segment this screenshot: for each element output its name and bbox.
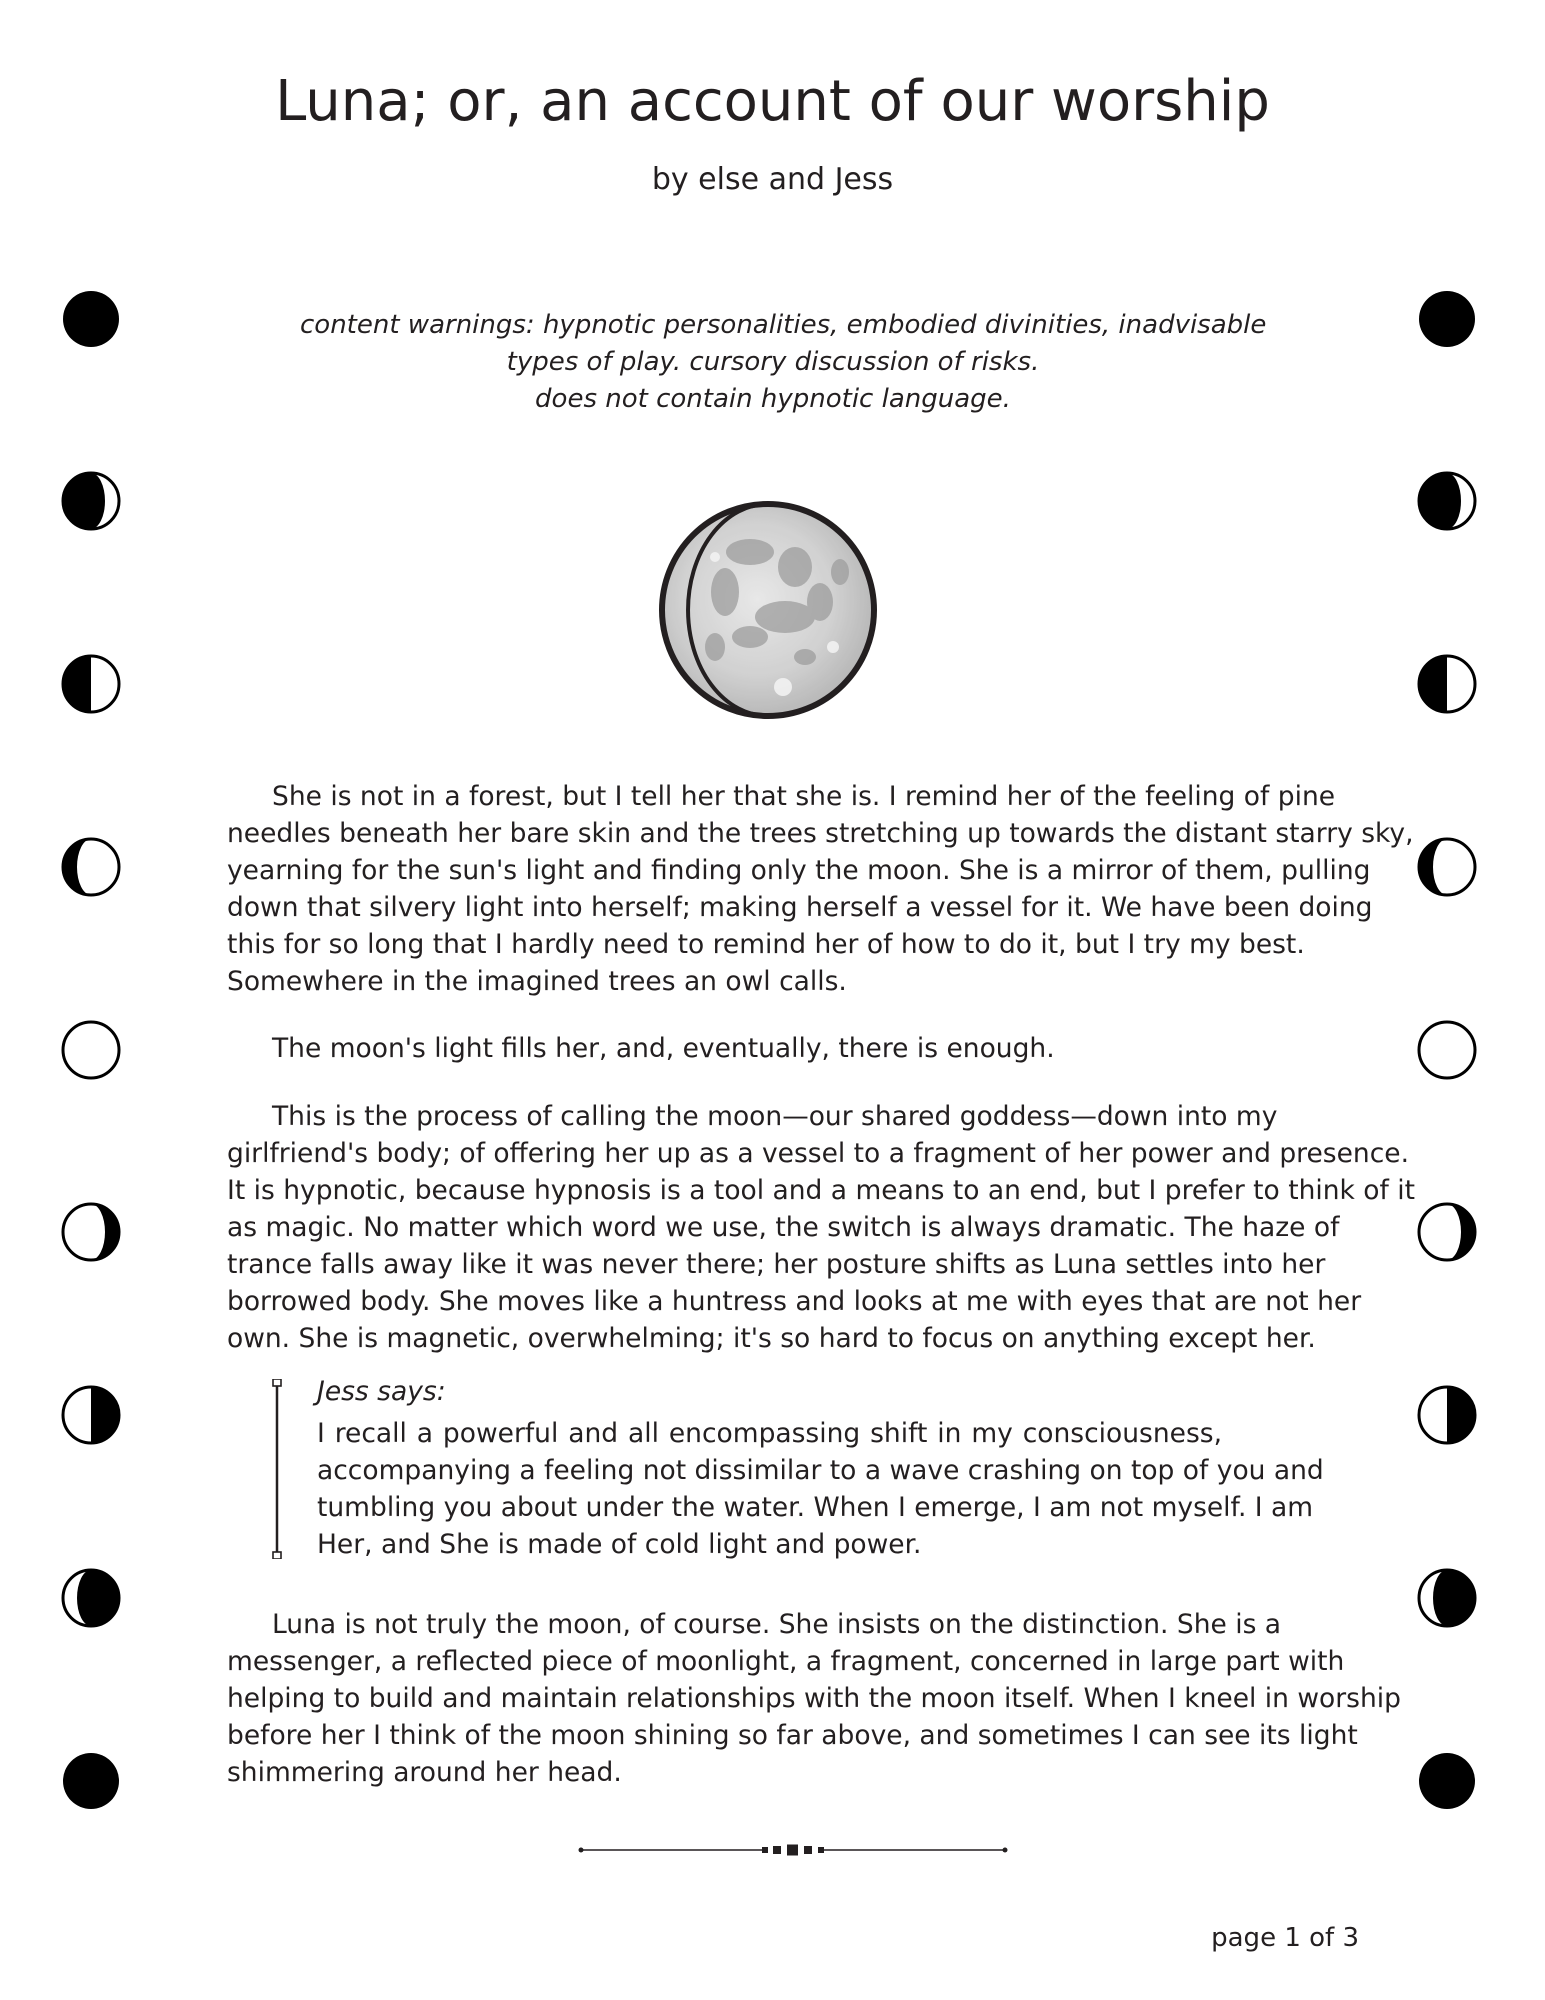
last-quarter-moon-icon <box>60 1384 122 1446</box>
moon-illustration-icon <box>655 497 881 723</box>
quote-line: accompanying a feeling not dissimilar to a wave crashing on top of you and <box>317 1455 1324 1486</box>
waxing-crescent-moon-icon <box>1416 470 1478 532</box>
quote-text <box>317 1415 1324 1563</box>
quote-line: I recall a powerful and all encompassing shift in my consciousness, <box>317 1418 1222 1449</box>
paragraph-line: Somewhere in the imagined trees an owl calls. <box>227 966 847 997</box>
quote-bar-icon <box>272 1379 282 1559</box>
quote-speaker: Jess says: <box>317 1376 446 1407</box>
section-divider-icon <box>578 1842 1008 1858</box>
paragraph-line: down that silvery light into herself; making herself a vessel for it. We have been doing <box>227 892 1373 923</box>
paragraph-line: girlfriend's body; of offering her up as a vessel to a fragment of her power and presence. <box>227 1138 1410 1169</box>
waxing-gibbous-moon-icon <box>60 836 122 898</box>
paragraph-line: own. She is magnetic, overwhelming; it's so hard to focus on anything except her. <box>227 1323 1316 1354</box>
first-quarter-moon-icon <box>1416 653 1478 715</box>
paragraph <box>227 778 1414 1000</box>
content-warnings <box>300 307 1267 418</box>
paragraph-line: as magic. No matter which word we use, the switch is always dramatic. The haze of <box>227 1212 1340 1243</box>
paragraph <box>227 1098 1416 1357</box>
quote-line: Her, and She is made of cold light and power. <box>317 1529 922 1560</box>
new-moon-icon <box>60 288 122 350</box>
paragraph-line: shimmering around her head. <box>227 1757 622 1788</box>
waxing-gibbous-moon-icon <box>1416 836 1478 898</box>
waxing-crescent-moon-icon <box>60 470 122 532</box>
waning-gibbous-moon-icon <box>1416 1201 1478 1263</box>
paragraph-line: trance falls away like it was never there; her posture shifts as Luna settles into her <box>227 1249 1326 1280</box>
document-title: Luna; or, an account of our worship <box>275 69 1270 134</box>
first-quarter-moon-icon <box>60 653 122 715</box>
content-warnings-line: does not contain hypnotic language. <box>535 384 1011 414</box>
paragraph-line: helping to build and maintain relationships with the moon itself. When I kneel in worship <box>227 1683 1401 1714</box>
paragraph-line: this for so long that I hardly need to remind her of how to do it, but I try my best. <box>227 929 1305 960</box>
paragraph-line: She is not in a forest, but I tell her that she is. I remind her of the feeling of pine <box>272 781 1336 812</box>
waning-crescent-moon-icon <box>60 1567 122 1629</box>
moon-phase-column-left <box>60 0 122 2000</box>
content-warnings-line: content warnings: hypnotic personalities, embodied divinities, inadvisable <box>300 310 1267 340</box>
paragraph-line: Luna is not truly the moon, of course. She insists on the distinction. She is a <box>272 1609 1282 1640</box>
new-moon-icon <box>1416 1750 1478 1812</box>
quote-line: tumbling you about under the water. When I emerge, I am not myself. I am <box>317 1492 1314 1523</box>
paragraph-line: before her I think of the moon shining so far above, and sometimes I can see its light <box>227 1720 1358 1751</box>
quote-block <box>272 1373 1324 1563</box>
paragraph <box>227 1030 1337 1067</box>
content-warnings-line: types of play. cursory discussion of risks. <box>506 347 1040 377</box>
paragraph-line: The moon's light fills her, and, eventually, there is enough. <box>272 1033 1055 1064</box>
waning-gibbous-moon-icon <box>60 1201 122 1263</box>
paragraph-line: messenger, a reflected piece of moonlight, a fragment, concerned in large part with <box>227 1646 1345 1677</box>
new-moon-icon <box>60 1750 122 1812</box>
full-moon-icon <box>1416 1019 1478 1081</box>
byline: by else and Jess <box>651 162 894 197</box>
paragraph-line: borrowed body. She moves like a huntress and looks at me with eyes that are not her <box>227 1286 1362 1317</box>
full-moon-icon <box>60 1019 122 1081</box>
paragraph-line: needles beneath her bare skin and the trees stretching up towards the distant starry sky, <box>227 818 1414 849</box>
paragraph <box>227 1606 1401 1791</box>
paragraph-line: yearning for the sun's light and finding only the moon. She is a mirror of them, pulling <box>227 855 1371 886</box>
page-number: page 1 of 3 <box>1211 1923 1359 1953</box>
paragraph-line: This is the process of calling the moon—our shared goddess—down into my <box>272 1101 1278 1132</box>
new-moon-icon <box>1416 288 1478 350</box>
last-quarter-moon-icon <box>1416 1384 1478 1446</box>
paragraph-line: It is hypnotic, because hypnosis is a tool and a means to an end, but I prefer to think of it <box>227 1175 1416 1206</box>
moon-phase-column-right <box>1416 0 1478 2000</box>
waning-crescent-moon-icon <box>1416 1567 1478 1629</box>
